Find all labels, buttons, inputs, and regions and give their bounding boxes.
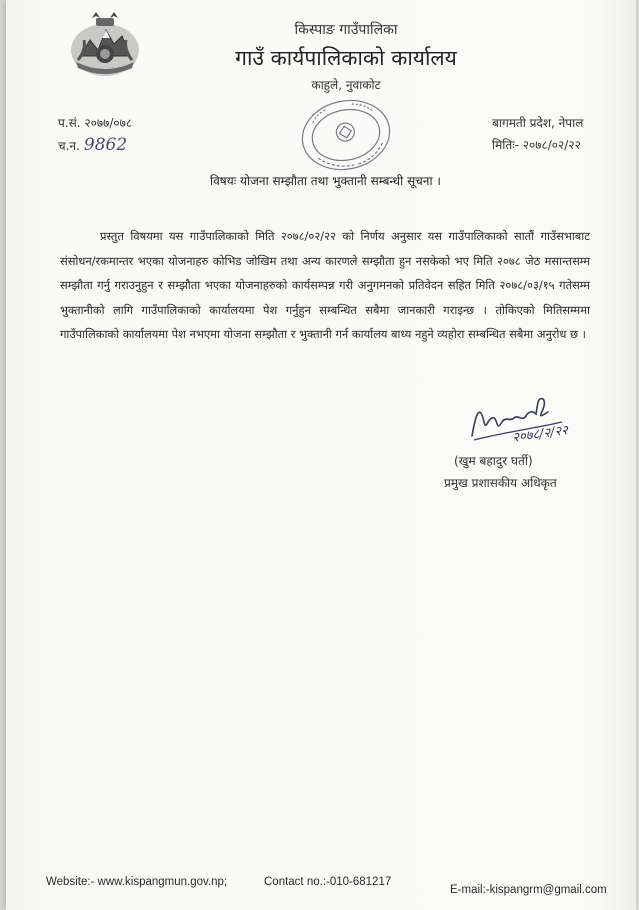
address-block <box>492 112 583 156</box>
footer-contact: Contact no.:-010-681217 <box>264 876 392 888</box>
letter-date: मितिः- २०७८/०२/२२ <box>492 138 581 152</box>
signer-name: (खुम बहादुर घर्ती) <box>454 454 533 468</box>
letter-body <box>60 224 590 347</box>
office-stamp <box>298 96 394 174</box>
chalani-number-line <box>58 134 132 157</box>
reference-block <box>58 112 132 157</box>
footer-website: Website:- www.kispangmun.gov.np; <box>46 876 228 888</box>
footer-email: E-mail:-kispangrm@gmail.com <box>450 884 607 896</box>
municipality-name: किस्पाङ गाउँपालिका <box>294 22 398 38</box>
signer-title: प्रमुख प्रशासकीय अधिकृत <box>444 476 557 490</box>
letter-page <box>6 0 636 910</box>
subject-line: विषयः योजना सम्झौता तथा भुक्तानी सम्बन्धी सूचना । <box>210 174 441 188</box>
chalani-number: 9862 <box>83 135 128 155</box>
signature-mark <box>466 392 586 454</box>
body-paragraph: प्रस्तुत विषयमा यस गाउँपालिकाको मिति २०७८/०२/२२ को निर्णय अनुसार यस गाउँपालिकाको सातौं गाउँसभाबाट संसोधन/रकमान्तर भएका योजनाहरु कोभिड जोखिम तथा अन्य कारणले सम्झौता हुन नसकेको भए मिति २०७८ जेठ मसान्तसम्म सम्झौता गर्नु गराउनुहुन र सम्झौता भएका योजनाहरुको कार्यसम्पन्न गरी अनुगमनको प्रतिवेदन सहित मिति २०७८/०३/१५ गतेसम्म भुक्तानीको लागि गाउँपालिकाको कार्यालयमा पेश गर्नुहुन सम्बन्धित सबैमा जानकारी गराइन्छ । तोकिएको मितिसम्ममा गाउँपालिकाको कार्यालयमा पेश नभएमा योजना सम्झौता र भुक्तानी गर्न कार्यालय बाध्य नहुने व्यहोरा सम्बन्धित सबैमा अनुरोध छ । <box>60 229 590 342</box>
chalani-label: च.न. <box>58 139 80 153</box>
nepal-emblem-icon <box>66 10 144 80</box>
office-location: काहुले, नुवाकोट <box>311 78 381 92</box>
office-title: गाउँ कार्यपालिकाको कार्यालय <box>235 46 457 70</box>
patra-sankhya: प.सं. २०७७/०७८ <box>58 116 133 130</box>
province: बागमती प्रदेश, नेपाल <box>492 116 584 130</box>
signature-date: २०७८/२/२२ <box>511 423 570 446</box>
